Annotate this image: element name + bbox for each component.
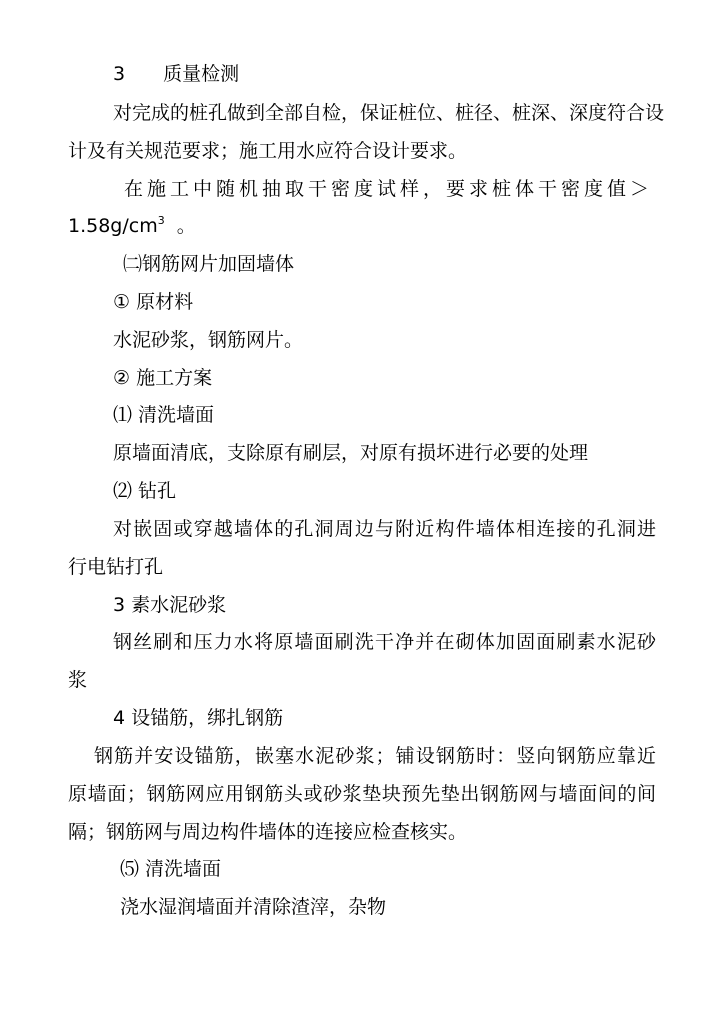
- density-value: 1.58g/cm: [68, 215, 158, 237]
- paragraph-line: 对完成的桩孔做到全部自检，保证桩位、桩径、桩深、深度符合设: [113, 102, 665, 124]
- paragraph-line: 在施工中随机抽取干密度试样，要求桩体干密度值＞: [124, 178, 654, 200]
- item-title: ① 原材料: [113, 291, 194, 313]
- step-text: 钢筋并安设锚筋，嵌塞水泥砂浆；铺设钢筋时：竖向钢筋应靠近: [94, 745, 656, 767]
- step-title: ⑵ 钻孔: [113, 480, 177, 502]
- step-text: 浇水湿润墙面并清除渣滓，杂物: [120, 896, 387, 918]
- paragraph-line: [68, 214, 196, 238]
- heading-quality-inspection: [113, 62, 239, 86]
- step-title: 4 设锚筋，绑扎钢筋: [113, 707, 284, 729]
- period: 。: [176, 215, 196, 237]
- step-title: ⑴ 清洗墙面: [113, 404, 215, 426]
- step-title: 3 素水泥砂浆: [113, 594, 227, 616]
- step-text: 对嵌固或穿越墙体的孔洞周边与附近构件墙体相连接的孔洞进: [113, 518, 656, 540]
- heading-number: 3: [113, 63, 126, 85]
- item-text: 水泥砂浆，钢筋网片。: [113, 329, 304, 351]
- step-text: 行电钻打孔: [68, 556, 164, 578]
- paragraph-line: 计及有关规范要求；施工用水应符合设计要求。: [68, 140, 468, 162]
- step-text: 浆: [68, 669, 88, 691]
- item-title: ② 施工方案: [113, 367, 213, 389]
- step-text: 原墙面清底，支除原有刷层，对原有损坏进行必要的处理: [113, 442, 589, 464]
- step-text: 原墙面；钢筋网应用钢筋头或砂浆垫块预先垫出钢筋网与墙面间的间: [68, 783, 656, 805]
- heading-title: 质量检测: [163, 63, 240, 85]
- unit-superscript: 3: [157, 214, 165, 227]
- section-title: ㈡钢筋网片加固墙体: [123, 253, 295, 275]
- step-text: 钢丝刷和压力水将原墙面刷洗干净并在砌体加固面刷素水泥砂: [113, 631, 656, 653]
- step-text: 隔；钢筋网与周边构件墙体的连接应检查核实。: [68, 821, 468, 843]
- step-title: ⑸ 清洗墙面: [120, 858, 222, 880]
